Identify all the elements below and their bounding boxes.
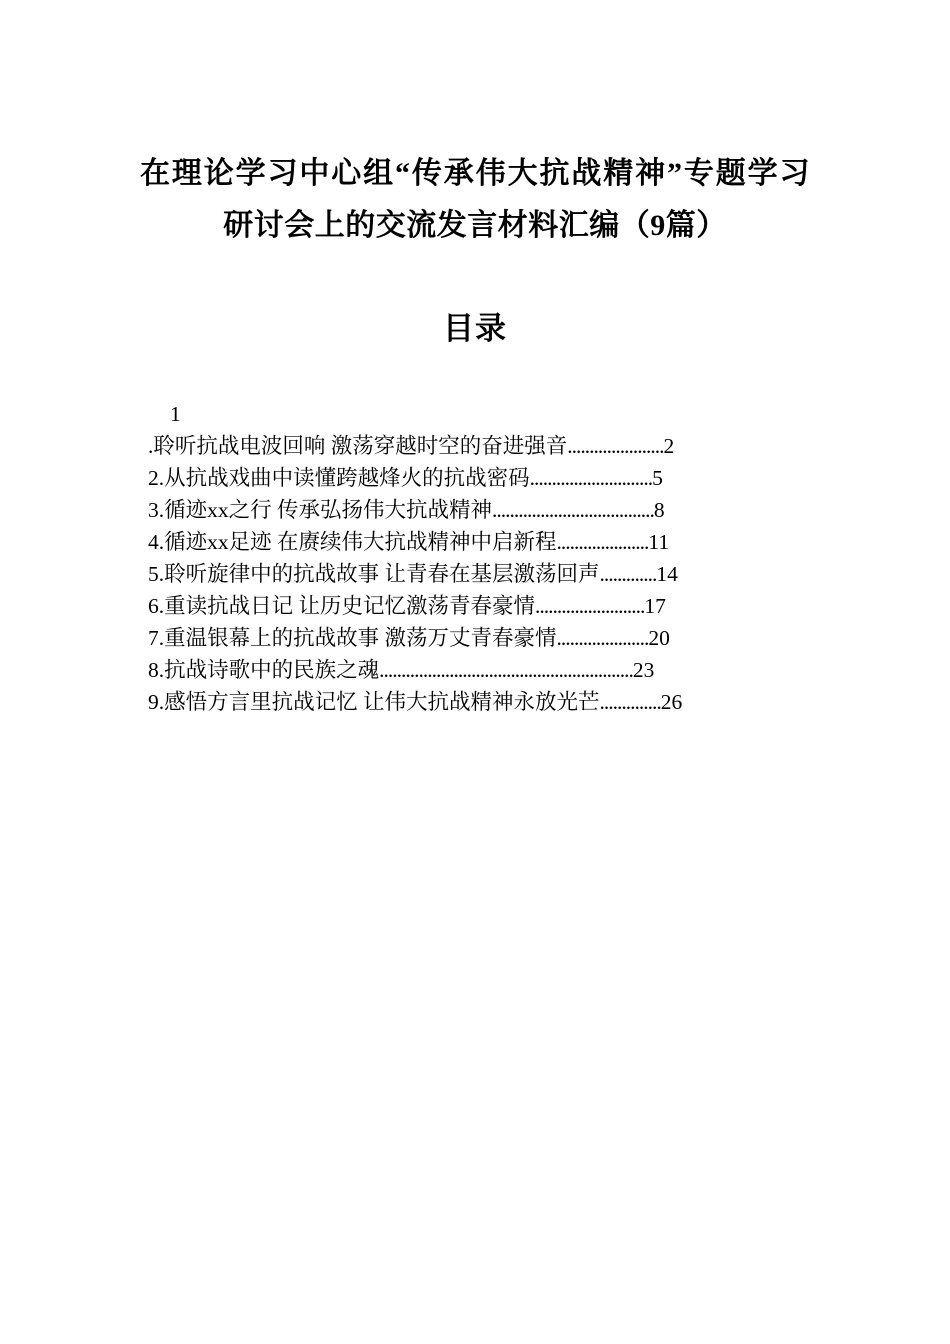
toc-entry-page: 26 xyxy=(660,690,683,715)
toc-entry[interactable] xyxy=(148,654,810,686)
toc-entry-dots: ..................... xyxy=(556,626,649,651)
toc-entry-dots: ..................................... xyxy=(492,498,654,523)
toc-entry-title: 聆听抗战电波回响 激荡穿越时空的奋进强音 xyxy=(153,434,568,459)
toc-entry[interactable] xyxy=(148,526,810,558)
toc-entry[interactable] xyxy=(148,494,810,526)
document-title: 在理论学习中心组“传承伟大抗战精神”专题学习研讨会上的交流发言材料汇编（9篇） xyxy=(140,157,810,242)
toc-entry-prefix: 7. xyxy=(148,626,165,651)
toc-entry-dots: ............................ xyxy=(529,466,653,491)
toc-entry-prefix: 9. xyxy=(148,690,165,715)
toc-entry-prefix: . xyxy=(148,434,154,459)
toc-entry-title: 聆听旋律中的抗战故事 让青春在基层激荡回声 xyxy=(164,562,600,587)
toc-entry-page: 5 xyxy=(652,466,663,491)
toc-entry-page: 2 xyxy=(663,434,675,459)
toc-entry-dots: .............. xyxy=(599,690,661,715)
toc-list xyxy=(148,398,810,718)
toc-entry-dots: ......................... xyxy=(535,594,645,619)
toc-entry[interactable] xyxy=(148,462,810,494)
toc-entry-title: 循迹xx之行 传承弘扬伟大抗战精神 xyxy=(164,498,493,523)
toc-entry-dots: .......................................................... xyxy=(379,658,633,683)
toc-entry-page: 17 xyxy=(644,594,666,619)
toc-first-entry-number: 1 xyxy=(170,402,181,427)
toc-entry-prefix: 8. xyxy=(148,658,165,683)
toc-entry-prefix: 2. xyxy=(148,466,165,491)
toc-entry-title: 重读抗战日记 让历史记忆激荡青春豪情 xyxy=(164,594,536,619)
toc-entry[interactable] xyxy=(148,590,810,622)
toc-entry-page: 11 xyxy=(648,530,670,555)
toc-entry-page: 8 xyxy=(653,498,665,523)
toc-entry-prefix: 4. xyxy=(148,530,165,555)
toc-entry[interactable] xyxy=(148,622,810,654)
toc-entry-title: 循迹xx足迹 在赓续伟大抗战精神中启新程 xyxy=(164,530,557,555)
toc-entry-dots: ..................... xyxy=(556,530,649,555)
toc-entry-dots: ...................... xyxy=(567,434,664,459)
toc-entry[interactable] xyxy=(148,558,810,590)
toc-entry[interactable] xyxy=(148,686,810,718)
toc-heading: 目录 xyxy=(443,311,507,347)
toc-entry-page: 20 xyxy=(648,626,670,651)
toc-entry-title: 从抗战戏曲中读懂跨越烽火的抗战密码 xyxy=(164,466,530,491)
toc-entry-title: 感悟方言里抗战记忆 让伟大抗战精神永放光芒 xyxy=(164,690,600,715)
toc-entry[interactable] xyxy=(148,430,810,462)
toc-entry-prefix: 5. xyxy=(148,562,165,587)
toc-entry-page: 14 xyxy=(656,562,678,587)
toc-entry-title: 重温银幕上的抗战故事 激荡万丈青春豪情 xyxy=(164,626,557,651)
toc-entry-page: 23 xyxy=(632,658,655,683)
toc-entry-title: 抗战诗歌中的民族之魂 xyxy=(164,658,380,683)
toc-entry-prefix: 3. xyxy=(148,498,165,523)
toc-entry-dots: ............. xyxy=(599,562,657,587)
toc-entry-prefix: 6. xyxy=(148,594,165,619)
